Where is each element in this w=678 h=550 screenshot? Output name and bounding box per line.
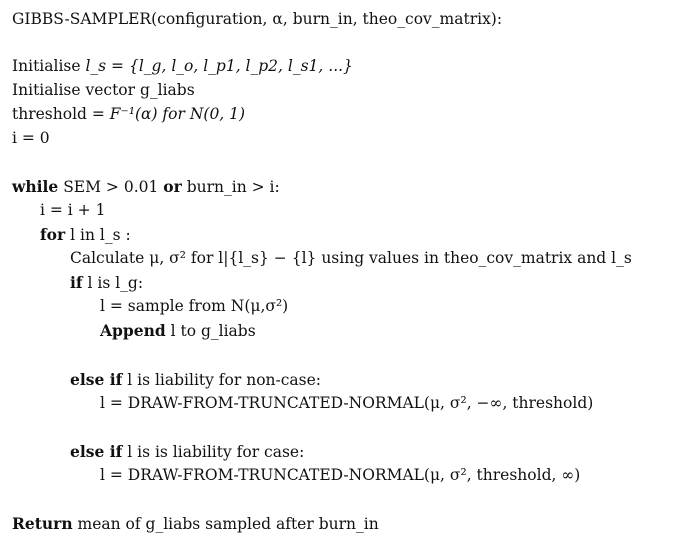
for-line: [40, 223, 131, 248]
or-keyword: or: [163, 177, 182, 196]
for-rest: l in l_s :: [65, 226, 131, 244]
sample-line: l = sample from N(μ,σ²): [100, 297, 289, 315]
threshold-expr: F⁻¹(α) for N(0, 1): [109, 105, 246, 123]
append-keyword: Append: [100, 321, 166, 340]
append-rest: l to g_liabs: [165, 322, 256, 340]
increment-line: i = i + 1: [40, 201, 106, 219]
draw-case-line: l = DRAW-FROM-TRUNCATED-NORMAL(μ, σ², threshold, ∞): [100, 466, 581, 484]
while-keyword: while: [12, 177, 59, 196]
while-cond-b: burn_in > i:: [181, 178, 280, 196]
elif-noncase-line: [70, 368, 321, 393]
if-line: [70, 271, 143, 296]
return-keyword: Return: [12, 514, 73, 533]
append-line: [100, 319, 256, 344]
elif-case-keyword: else if: [70, 442, 123, 461]
elif-noncase-keyword: else if: [70, 370, 123, 389]
if-rest: l is l_g:: [82, 274, 144, 292]
return-line: [12, 512, 379, 537]
while-line: [12, 175, 280, 200]
for-keyword: for: [40, 225, 66, 244]
return-rest: mean of g_liabs sampled after burn_in: [72, 515, 379, 533]
elif-case-line: [70, 440, 304, 465]
if-keyword: if: [70, 273, 83, 292]
init-ls-expr: l_s = {l_g, l_o, l_p1, l_p2, l_s1, ...}: [85, 57, 353, 75]
draw-noncase-line: l = DRAW-FROM-TRUNCATED-NORMAL(μ, σ², −∞, threshold): [100, 394, 594, 412]
init-vector-line: Initialise vector g_liabs: [12, 81, 195, 99]
elif-case-rest: l is is liability for case:: [122, 443, 305, 461]
threshold-prefix: threshold =: [12, 105, 110, 123]
init-ls-prefix: Initialise: [12, 57, 86, 75]
algorithm-header: GIBBS-SAMPLER(configuration, α, burn_in, theo_cov_matrix):: [12, 10, 503, 28]
init-threshold-line: [12, 103, 245, 127]
elif-noncase-rest: l is liability for non-case:: [122, 371, 322, 389]
calculate-line: Calculate μ, σ² for l|{l_s} − {l} using values in theo_cov_matrix and l_s: [70, 249, 632, 267]
init-i-line: i = 0: [12, 129, 50, 147]
while-cond-a: SEM > 0.01: [58, 178, 164, 196]
init-ls-line: [12, 55, 353, 79]
